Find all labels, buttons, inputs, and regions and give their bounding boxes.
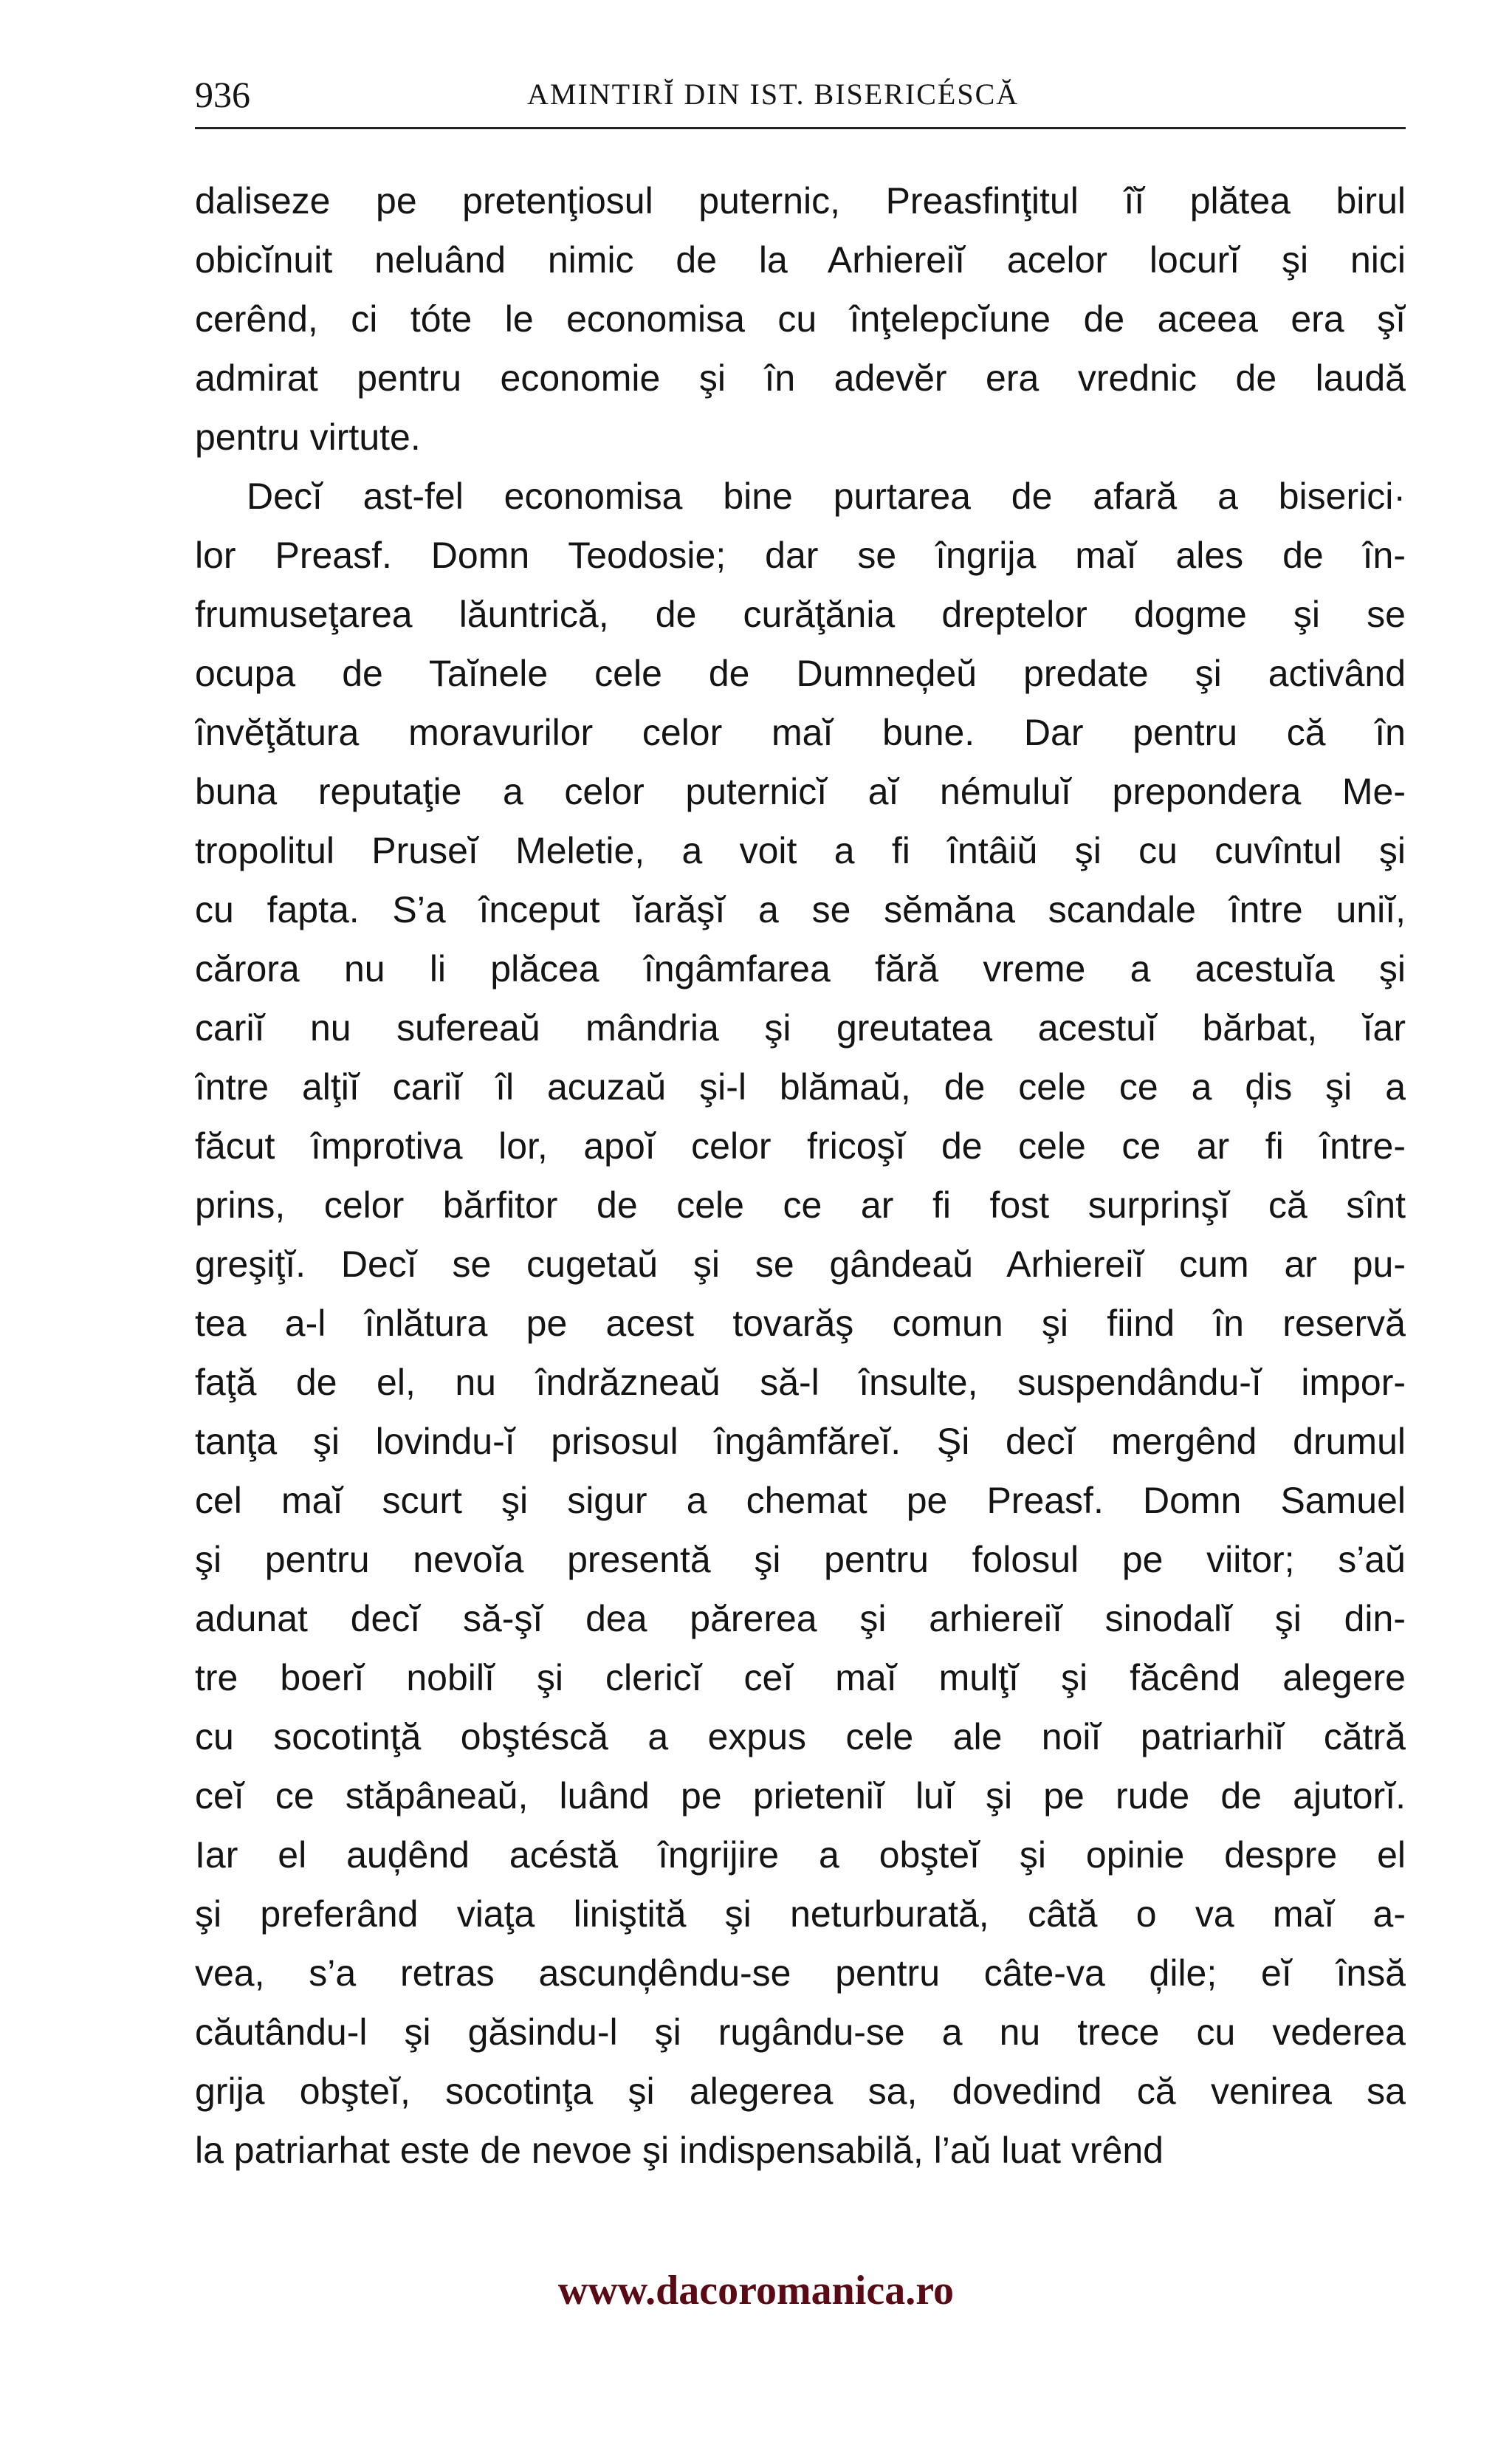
text-line: obicĭnuit neluând nimic de la Arhiereiĭ acelor locurĭ şi nici — [195, 239, 1406, 281]
text-line: cu socotinţă obştéscă a expus cele ale noiĭ patriarhiĭ cătră — [195, 1716, 1406, 1757]
text-line: greşiţĭ. Decĭ se cugetaŭ şi se gândeaŭ Arhiereiĭ cum ar pu- — [195, 1243, 1406, 1285]
text-line: căutându-l şi găsindu-l şi rugându-se a nu trece cu vederea — [195, 2011, 1406, 2053]
text-line: şi pentru nevoĭa presentă şi pentru folosul pe viitor; s’aŭ — [195, 1539, 1406, 1580]
page-header — [195, 65, 1406, 124]
running-title: AMINTIRĬ DIN IST. BISERICÉSCĂ — [527, 78, 1020, 111]
text-line: grija obşteĭ, socotinţa şi alegerea sa, dovedind că venirea sa — [195, 2071, 1406, 2112]
text-line: tropolitul Pruseĭ Meletie, a voit a fi întâiŭ şi cu cuvîntul şi — [195, 830, 1406, 871]
text-line: daliseze pe pretenţiosul puternic, Preasfinţitul îĭ plătea birul — [195, 180, 1406, 222]
text-line: admirat pentru economie şi în adevĕr era vrednic de laudă — [195, 357, 1406, 399]
text-line: buna reputaţie a celor puternicĭ aĭ némuluĭ prepondera Me- — [195, 771, 1406, 812]
text-line: cărora nu li plăcea îngâmfarea fără vreme a acestuĭa şi — [195, 948, 1406, 989]
text-line: Decĭ ast-fel economisa bine purtarea de afară a biserici· — [247, 476, 1406, 517]
text-line: la patriarhat este de nevoe şi indispensabilă, l’aŭ luat vrênd — [195, 2130, 1164, 2171]
text-line: şi preferând viaţa liniştită şi neturburată, câtă o va maĭ a- — [195, 1893, 1406, 1935]
text-line: cel maĭ scurt şi sigur a chemat pe Preasf. Domn Samuel — [195, 1480, 1406, 1521]
text-line: cu fapta. S’a început ĭarăşĭ a se sĕmăna scandale între uniĭ, — [195, 889, 1406, 930]
header-rule — [195, 127, 1406, 129]
text-line: cariĭ nu sufereaŭ mândria şi greutatea acestuĭ bărbat, ĭar — [195, 1007, 1406, 1049]
footer-link[interactable]: www.dacoromanica.ro — [557, 2268, 955, 2313]
text-line: prins, celor bărfitor de cele ce ar fi fost surprinşĭ că sînt — [195, 1184, 1406, 1226]
text-line: cerênd, ci tóte le economisa cu înţelepcĭune de aceea era şĭ — [195, 298, 1406, 340]
text-line: adunat decĭ să-şĭ dea părerea şi arhiereiĭ sinodalĭ şi din- — [195, 1598, 1406, 1639]
body-text — [195, 171, 1406, 2180]
text-line: tea a-l înlătura pe acest tovarăş comun şi fiind în reservă — [195, 1303, 1406, 1344]
text-line: Iar el auḑênd acéstă îngrijire a obşteĭ şi opinie despre el — [195, 1834, 1406, 1876]
text-line: ocupa de Taĭnele cele de Dumneḑeŭ predate şi activând — [195, 653, 1406, 694]
text-line: lor Preasf. Domn Teodosie; dar se îngrija maĭ ales de în- — [195, 535, 1406, 576]
text-line: făcut împrotiva lor, apoĭ celor fricoşĭ de cele ce ar fi între- — [195, 1125, 1406, 1167]
text-line: între alţiĭ cariĭ îl acuzaŭ şi-l blămaŭ, de cele ce a ḑis şi a — [195, 1066, 1406, 1108]
text-line: frumuseţarea lăuntrică, de curăţănia dreptelor dogme şi se — [195, 594, 1406, 635]
page-number: 936 — [195, 74, 250, 115]
text-line: vea, s’a retras ascunḑêndu-se pentru câte-va ḑile; eĭ însă — [195, 1952, 1406, 1994]
text-line: tanţa şi lovindu-ĭ prisosul îngâmfăreĭ. Şi decĭ mergênd drumul — [195, 1421, 1406, 1462]
text-line: învĕţătura moravurilor celor maĭ bune. Dar pentru că în — [195, 712, 1406, 753]
text-line: tre boerĭ nobilĭ şi clericĭ ceĭ maĭ mulţĭ şi făcênd alegere — [195, 1657, 1406, 1698]
text-line: faţă de el, nu îndrăzneaŭ să-l însulte, suspendându-ĭ impor- — [195, 1362, 1406, 1403]
text-line: ceĭ ce stăpâneaŭ, luând pe prieteniĭ luĭ şi pe rude de ajutorĭ. — [195, 1775, 1406, 1817]
text-line: pentru virtute. — [195, 416, 421, 458]
